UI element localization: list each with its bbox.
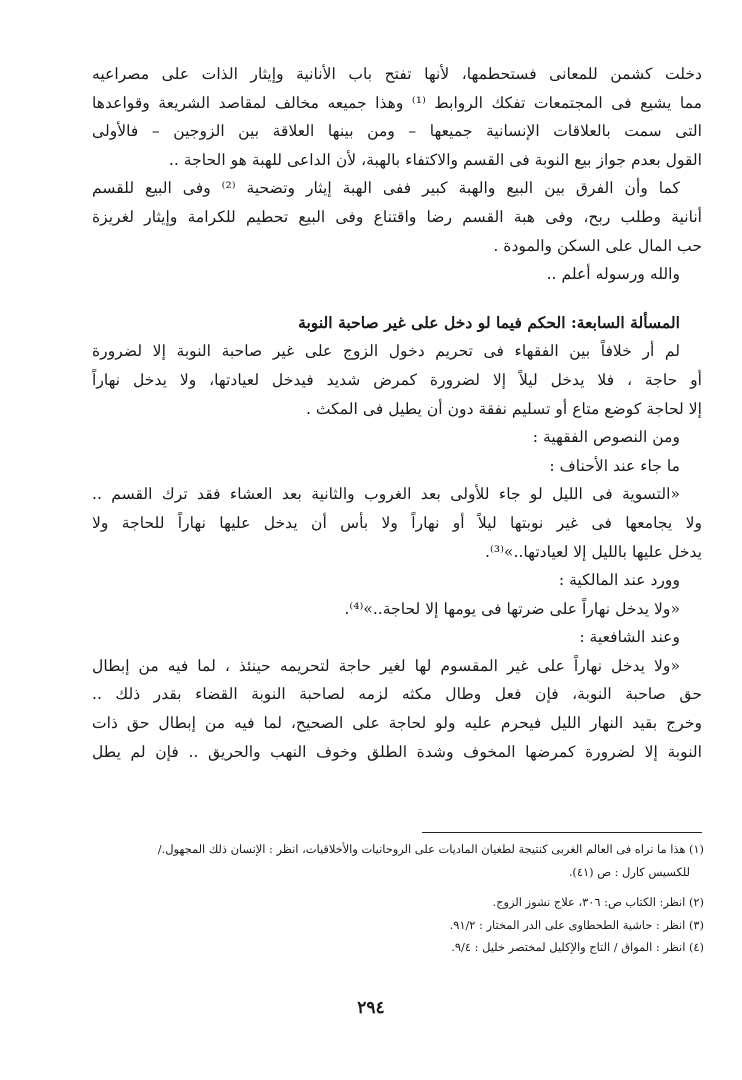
text-line: ولا يجامعها فى غير نوبتها ليلاً أو نهاراً ولا بأس أن يدخل عليها نهاراً للحاجة ولا — [92, 513, 702, 532]
text-line: أنانية وطلب ربح، وفى هبة القسم رضا واقتناع وفى البيع تحطيم للكرامة وإيثار لغريزة — [92, 207, 702, 226]
text-line: مما يشيع فى المجتمعات تفكك الروابط ⁽¹⁾ وهذا جميعه مخالف لمقاصد الشريعة وقواعدها — [92, 93, 702, 112]
text-line: «ولا يدخل نهاراً على غير المقسوم لها لغير حاجة لتحريمه حينئذ ، لما فيه من إبطال — [92, 656, 680, 675]
text-line: أو حاجة ، فلا يدخل ليلاً إلا لضرورة كمرض شديد فيدخل لعيادتها، ولا يدخل نهاراً — [92, 370, 702, 389]
text-line: القول بعدم جواز بيع النوبة فى القسم والاكتفاء بالهبة، لأن الداعى للهبة هو الحاجة .. — [168, 150, 702, 169]
text-line: دخلت كشمن للمعانى فستحطمها، لأنها تفتح باب الأنانية وإيثار الذات على مصراعيه — [92, 65, 702, 83]
text-line: النوبة إلا لضرورة كمرضها المخوف وشدة الطلق وخوف النهب والحريق .. فإن لم يطل — [92, 742, 702, 761]
text-line: لم أر خلافاً بين الفقهاء فى تحريم دخول الزوج على غير صاحبة النوبة إلا لضرورة — [92, 342, 680, 361]
paragraph-2 — [92, 174, 702, 260]
hanafi-quote — [92, 480, 702, 566]
page-number: ٢٩٤ — [357, 998, 385, 1018]
maliki-quote: «ولا يدخل نهاراً على ضرتها فى يومها إلا لحاجة..»⁽⁴⁾. — [344, 599, 680, 618]
paragraph-1 — [92, 60, 702, 174]
shafii-quote — [92, 652, 702, 766]
maliki-intro: وورد عند المالكية : — [558, 571, 680, 590]
closing-line: والله ورسوله أعلم .. — [546, 265, 680, 284]
texts-intro: ومن النصوص الفقهية : — [532, 428, 680, 447]
text-line: يدخل عليها بالليل إلا لعيادتها..»⁽³⁾. — [485, 542, 702, 561]
footnotes — [92, 838, 704, 959]
text-line: التى سمت بالعلاقات الإنسانية جميعها – ومن بينها العلاقة بين الزوجين – فالأولى — [92, 122, 702, 141]
text-line: حب المال على السكن والمودة . — [493, 236, 702, 255]
footnote-3: (٣) انظر : حاشية الطحطاوى على الدر المختار : ٩١/٢. — [449, 917, 704, 932]
paragraph-3 — [92, 337, 702, 423]
text-line: «التسوية فى الليل لو جاء للأولى بعد الغروب والثانية بعد العشاء فقد ترك القسم .. — [92, 485, 680, 504]
footnote-1-continued: للكسيس كارل : ص (٤١). — [568, 864, 690, 879]
footnote-2: (٢) انظر: الكتاب ص: ٣٠٦، علاج نشوز الزوج. — [492, 895, 704, 909]
main-text — [92, 60, 702, 766]
text-line: كما وأن الفرق بين البيع والهبة كبير ففى الهبة إيثار وتضحية ⁽²⁾ وفى البيع للقسم — [92, 179, 680, 198]
hanafi-intro: ما جاء عند الأحناف : — [549, 456, 680, 475]
footnote-divider — [422, 832, 702, 833]
text-line: إلا لحاجة كوضع متاع أو تسليم نفقة دون أن يطيل فى المكث . — [305, 399, 702, 418]
shafii-intro: وعند الشافعية : — [579, 628, 680, 647]
footnote-1: (١) هذا ما نراه فى العالم الغربى كنتيجة لطغيان الماديات على الروحانيات والأخلاقيات، انظر : الإنسان ذلك المجهول./ — [157, 842, 704, 856]
footnote-4: (٤) انظر : المواق / التاج والإكليل لمختصر خليل : ٩/٤. — [451, 940, 704, 954]
text-line: وخرج بقيد النهار الليل فيحرم عليه ولو لحاجة على الصحيح، لما فيه من إبطال حق ذات — [92, 714, 702, 733]
section-heading: المسألة السابعة: الحكم فيما لو دخل على غير صاحبة النوبة — [298, 312, 680, 332]
section-gap — [92, 289, 702, 309]
text-line: حق صاحبة النوبة، فإن فعل وطال مكثه لزمه لصاحبة النوبة القضاء بقدر ذلك .. — [92, 685, 702, 704]
